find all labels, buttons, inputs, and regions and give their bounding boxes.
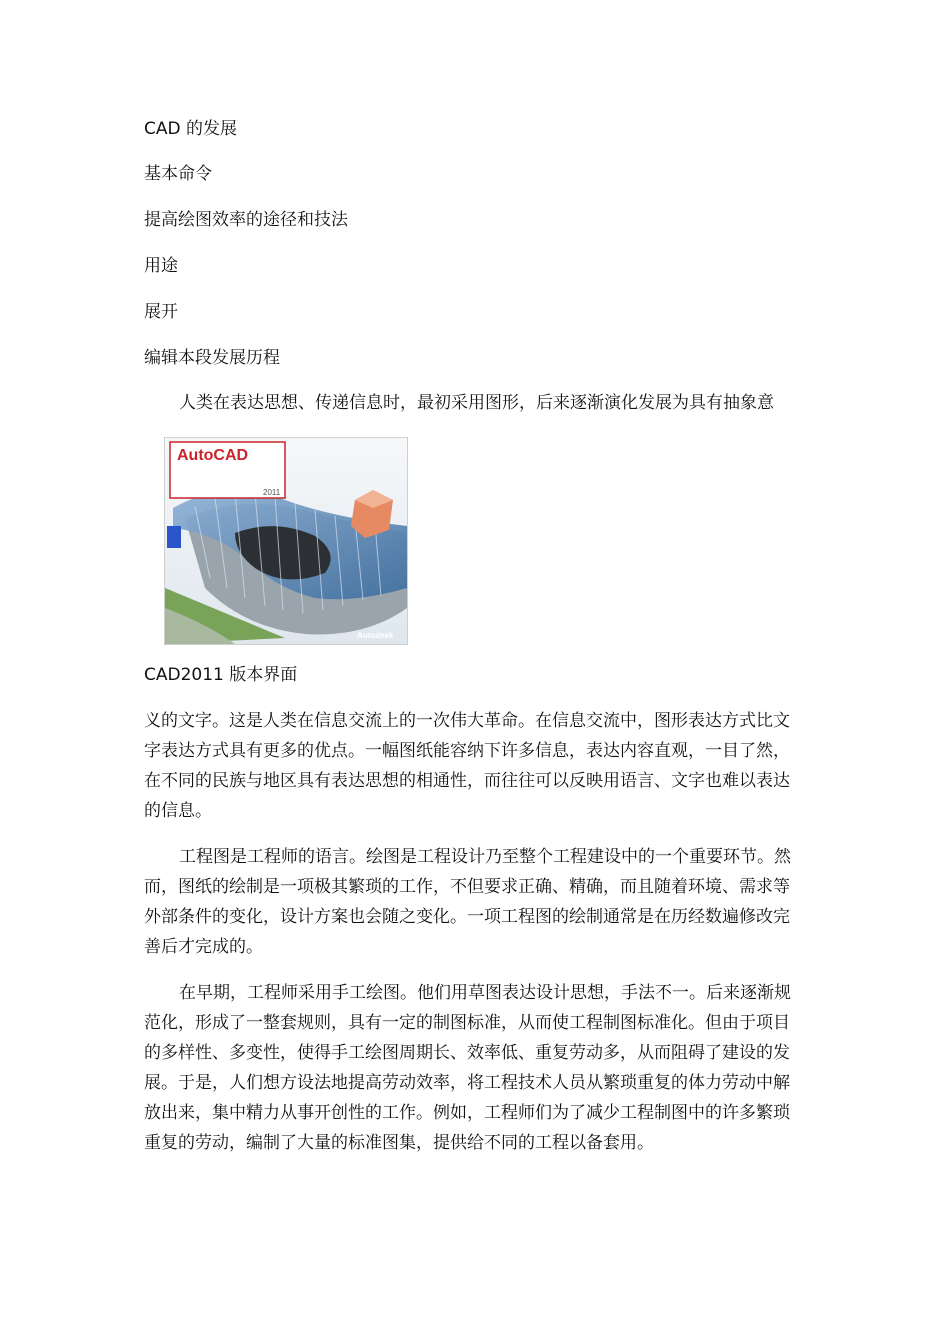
paragraph-2: 工程图是工程师的语言。绘图是工程设计乃至整个工程建设中的一个重要环节。然而，图纸的绘制是一项极其繁琐的工作，不但要求正确、精确，而且随着环境、需求等外部条件的变化，设计方案也会随之变化。一项工程图的绘制通常是在历经数遍修改完善后才完成的。 bbox=[144, 847, 791, 957]
paragraph-3: 在早期，工程师采用手工绘图。他们用草图表达设计思想，手法不一。后来逐渐规范化，形成了一整套规则，具有一定的制图标准，从而使工程制图标准化。但由于项目的多样性、多变性，使得手工绘图周期长、效率低、重复劳动多，从而阻碍了建设的发展。于是，人们想方设法地提高劳动效率，将工程技术人员从繁琐重复的体力劳动中解放出来，集中精力从事开创性的工作。例如，工程师们为了减少工程制图中的许多繁琐重复的劳动，编制了大量的标准图集，提供给不同的工程以备套用。 bbox=[144, 983, 791, 1153]
autocad-logo-text: AutoCAD bbox=[177, 447, 249, 464]
intro-first-line: 人类在表达思想、传递信息时，最初采用图形，后来逐渐演化发展为具有抽象意 bbox=[179, 393, 774, 413]
toc-item-basic-commands[interactable]: 基本命令 bbox=[144, 164, 212, 184]
autodesk-brand: Autodesk bbox=[357, 631, 394, 640]
toc-item-usage[interactable]: 用途 bbox=[144, 256, 178, 276]
toc-item-cad-development[interactable]: CAD 的发展 bbox=[144, 119, 237, 139]
figure-caption: CAD2011 版本界面 bbox=[144, 665, 298, 685]
toc-item-expand[interactable]: 展开 bbox=[144, 302, 178, 322]
version-label: 2011 bbox=[263, 488, 281, 497]
autocad-2011-image bbox=[164, 437, 408, 645]
toc-item-efficiency-techniques[interactable]: 提高绘图效率的途径和技法 bbox=[144, 210, 348, 230]
paragraph-1: 义的文字。这是人类在信息交流上的一次伟大革命。在信息交流中，图形表达方式比文字表达方式具有更多的优点。一幅图纸能容纳下许多信息，表达内容直观，一目了然，在不同的民族与地区具有表达思想的相通性，而往往可以反映用语言、文字也难以表达的信息。 bbox=[144, 711, 790, 821]
section-heading-history[interactable]: 编辑本段发展历程 bbox=[144, 348, 280, 368]
